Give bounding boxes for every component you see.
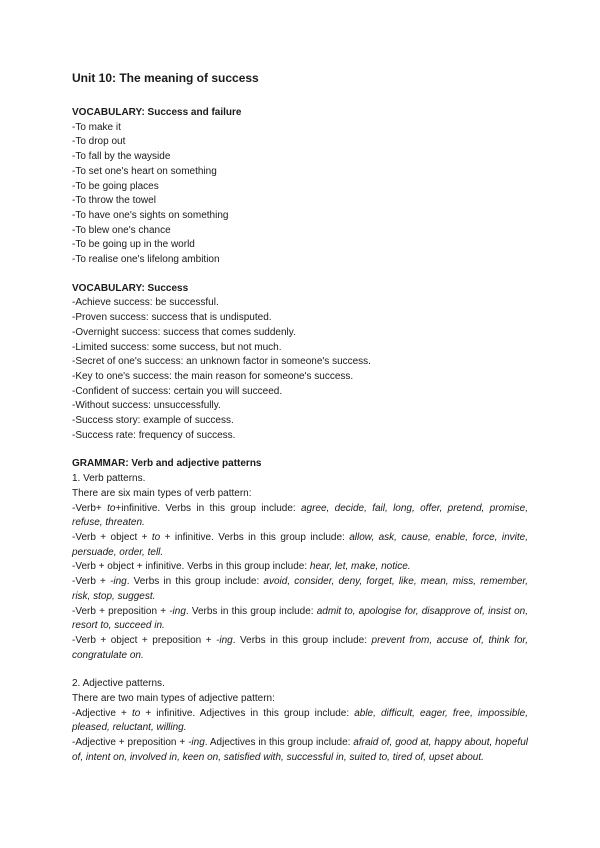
- vocab2-list: [72, 296, 528, 443]
- verb-pattern: -Verb + preposition + -ing. Verbs in this group include: admit to, apologise for, disapprove of, insist on, resort to, succeed in.: [72, 605, 528, 632]
- list-item: -To realise one's lifelong ambition: [72, 254, 220, 266]
- verb-pattern: -Verb + object + to + infinitive. Verbs in this group include: allow, ask, cause, enable, force, invite, persuade, order, tell.: [72, 531, 528, 558]
- list-item: -To fall by the wayside: [72, 151, 171, 163]
- verb-pattern: -Verb + object + preposition + -ing. Verbs in this group include: prevent from, accuse of, think for, congratulate on.: [72, 634, 528, 661]
- list-item: -Key to one's success: the main reason for someone's success.: [72, 370, 354, 382]
- page-title: Unit 10: The meaning of success: [72, 71, 259, 85]
- list-item: -Confident of success: certain you will succeed.: [72, 385, 283, 397]
- list-item: -Limited success: some success, but not much.: [72, 341, 282, 353]
- verb-patterns-title: 1. Verb patterns.: [72, 473, 146, 485]
- list-item: -Proven success: success that is undisputed.: [72, 312, 272, 324]
- list-item: -To have one's sights on something: [72, 209, 229, 221]
- adjective-pattern: -Adjective + to + infinitive. Adjectives in this group include: able, difficult, eager, free, impossible, pleased, reluctant, willing.: [72, 707, 528, 734]
- list-item: -Overnight success: success that comes suddenly.: [72, 326, 296, 338]
- verb-patterns-intro: There are six main types of verb pattern:: [72, 487, 252, 499]
- list-item: -To be going up in the world: [72, 239, 195, 251]
- list-item: -To set one's heart on something: [72, 165, 217, 177]
- document-page: [72, 70, 528, 766]
- vocab2-heading: VOCABULARY: Success: [72, 282, 189, 294]
- verb-pattern: -Verb + object + infinitive. Verbs in this group include: hear, let, make, notice.: [72, 561, 411, 573]
- list-item: -To blew one's chance: [72, 224, 171, 236]
- list-item: -Secret of one's success: an unknown factor in someone's success.: [72, 356, 371, 368]
- verb-pattern: -Verb+ to+infinitive. Verbs in this group include: agree, decide, fail, long, offer, pretend, promise, refuse, threaten.: [72, 502, 528, 529]
- verb-pattern: -Verb + -ing. Verbs in this group include: avoid, consider, deny, forget, like, mean, miss, remember, risk, stop, suggest.: [72, 576, 528, 602]
- list-item: -Without success: unsuccessfully.: [72, 400, 221, 412]
- list-item: -To drop out: [72, 136, 126, 148]
- vocab1-heading: VOCABULARY: Success and failure: [72, 107, 242, 118]
- adjective-patterns-title: 2. Adjective patterns.: [72, 678, 165, 690]
- grammar-heading: GRAMMAR: Verb and adjective patterns: [72, 458, 262, 470]
- vocab1-list: [72, 121, 528, 268]
- list-item: -Success story: example of success.: [72, 415, 234, 427]
- list-item: -Success rate: frequency of success.: [72, 429, 236, 441]
- adjective-pattern: -Adjective + preposition + -ing. Adjectives in this group include: afraid of, good at, happy about, hopeful of, intent on, involved in, keen on, satisfied with, successful in, suited to, tired of, upset about.: [72, 737, 528, 763]
- list-item: -Achieve success: be successful.: [72, 297, 219, 309]
- list-item: -To throw the towel: [72, 195, 156, 207]
- list-item: -To make it: [72, 121, 121, 133]
- list-item: -To be going places: [72, 180, 159, 192]
- adjective-patterns-intro: There are two main types of adjective pattern:: [72, 693, 275, 705]
